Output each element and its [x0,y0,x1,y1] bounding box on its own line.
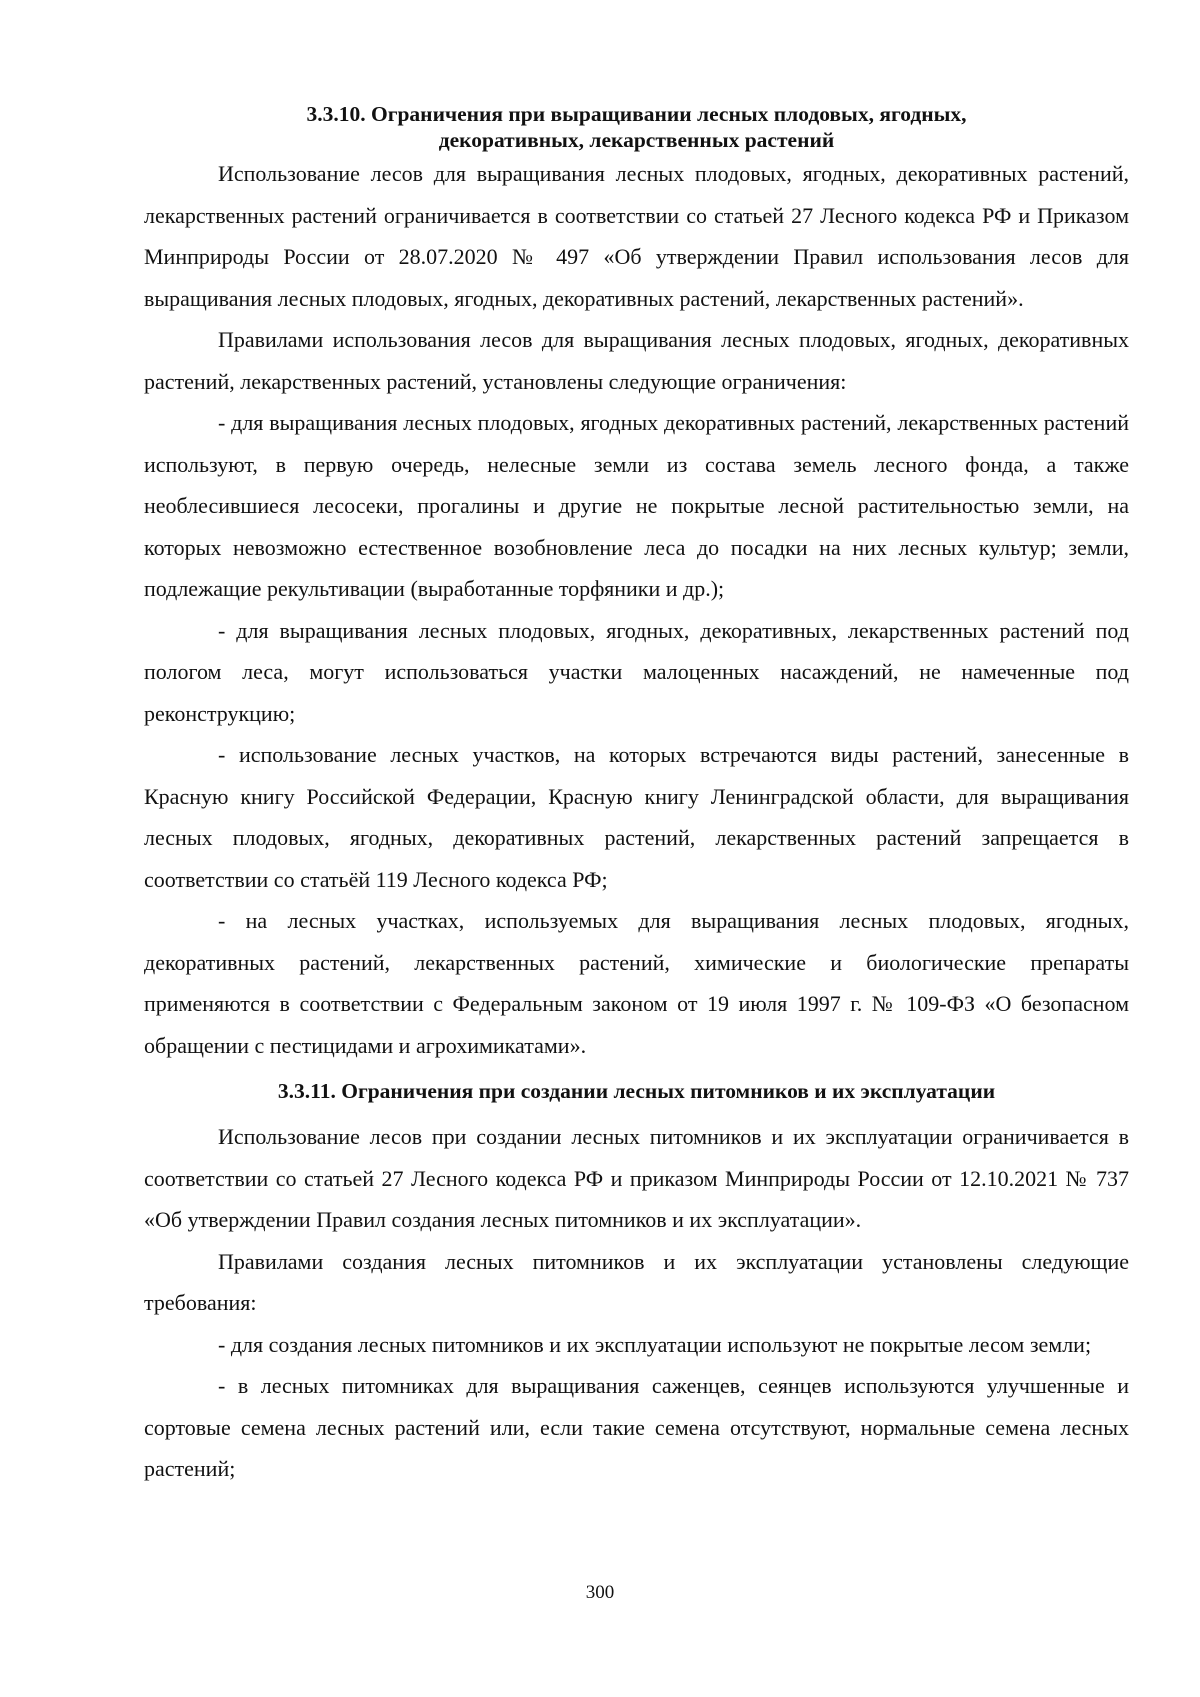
section-heading-line-1: 3.3.10. Ограничения при выращивании лесных плодовых, ягодных, [306,102,967,126]
list-item: - на лесных участках, используемых для выращивания лесных плодовых, ягодных, декоративных растений, лекарственных растений, химические и биологические препараты применяются в соответствии с Федеральным законом от 19 июля 1997 г. № 109-ФЗ «О безопасном обращении с пестицидами и агрохимикатами». [144,908,1129,1058]
list-item: - для выращивания лесных плодовых, ягодных декоративных растений, лекарственных растений используют, в первую очередь, нелесные земли из состава земель лесного фонда, а также необлесившиеся лесосеки, прогалины и другие не покрытые лесной растительностью земли, на которых невозможно естественное возобновление леса до посадки на них лесных культур; земли, подлежащие рекультивации (выработанные торфяники и др.); [144,410,1129,601]
list-item: - в лесных питомниках для выращивания саженцев, сеянцев используются улучшенные и сортовые семена лесных растений или, если такие семена отсутствуют, нормальные семена лесных растений; [144,1373,1129,1481]
paragraph: Использование лесов для выращивания лесных плодовых, ягодных, декоративных растений, лекарственных растений ограничивается в соответствии со статьей 27 Лесного кодекса РФ и Приказом Минприроды России от 28.07.2020 № 497 «Об утверждении Правил использования лесов для выращивания лесных плодовых, ягодных, декоративных растений, лекарственных растений». [144,161,1129,311]
paragraph: Использование лесов при создании лесных питомников и их эксплуатации ограничивается в соответствии со статьей 27 Лесного кодекса РФ и приказом Минприроды России от 12.10.2021 № 737 «Об утверждении Правил создания лесных питомников и их эксплуатации». [144,1124,1129,1232]
section-heading-line-2: декоративных, лекарственных растений [438,128,835,152]
section-heading-3-3-11: 3.3.11. Ограничения при создании лесных питомников и их эксплуатации [277,1079,996,1103]
list-item: - для создания лесных питомников и их эксплуатации используют не покрытые лесом земли; [218,1331,1092,1357]
list-item: - использование лесных участков, на которых встречаются виды растений, занесенные в Красную книгу Российской Федерации, Красную книгу Ленинградской области, для выращивания лесных плодовых, ягодных, декоративных растений, лекарственных растений запрещается в соответствии со статьёй 119 Лесного кодекса РФ; [144,742,1129,892]
page-number: 300 [585,1582,615,1603]
paragraph: Правилами создания лесных питомников и их эксплуатации установлены следующие требования: [144,1248,1129,1315]
page-content [144,101,1129,1490]
section-heading-3-3-10 [144,101,1129,153]
list-item: - для выращивания лесных плодовых, ягодных, декоративных, лекарственных растений под пологом леса, могут использоваться участки малоценных насаждений, не намеченные под реконструкцию; [144,617,1129,726]
paragraph: Правилами использования лесов для выращивания лесных плодовых, ягодных, декоративных растений, лекарственных растений, установлены следующие ограничения: [144,327,1129,394]
